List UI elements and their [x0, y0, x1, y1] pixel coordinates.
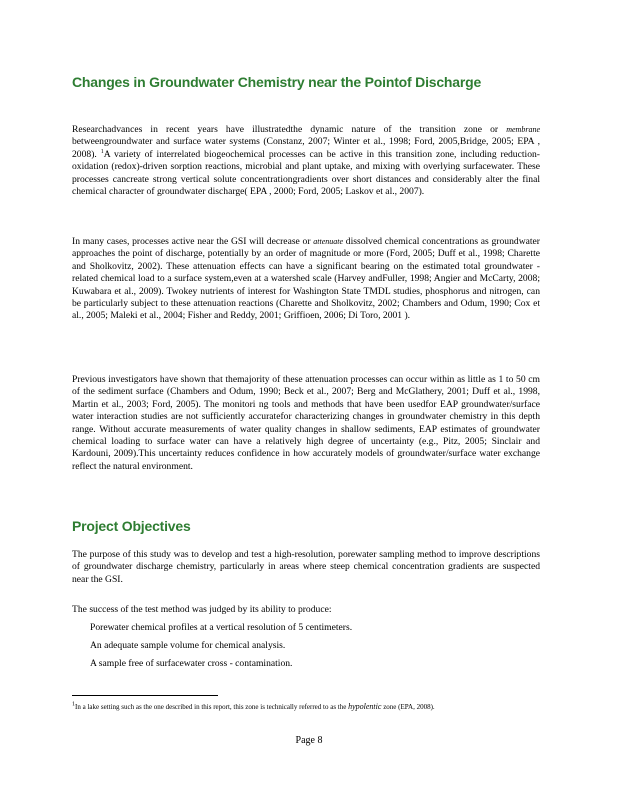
- footnote-marker: 1: [72, 701, 75, 708]
- text-run: Researchadvances in recent years have illustratedthe dynamic nature of the transition zone or: [72, 124, 507, 135]
- footnote-ref[interactable]: 1: [100, 148, 104, 155]
- text-run: dissolved chemical concentrations as groundwater approaches the point of discharge, potentially by an order of magnitude or more (Ford, 2005; Duff et al., 1998; Charette and Sholkovitz, 2002). These attenuation effects can have a significant bearing on the estimated total groundwater -related chemical load to a surface system,even at a watershed scale (Harvey andFuller, 1998; Angier and McCarty, 2008; Kuwabara et al., 2009). Twokey nutrients of interest for Washington State TMDL studies, phosphorus and nitrogen, can be particularly subject to these attenuation reactions (Charette and Sholkovitz, 2002; Chambers and Odum, 1990; Cox et al., 2005; Maleki et al., 2004; Fisher and Reddy, 2001; Griffioen, 2006; Di Toro, 2001 ).: [72, 236, 540, 322]
- italic-term: attenuate: [313, 237, 344, 246]
- text-run: In a lake setting such as the one described in this report, this zone is technically referred to as the: [75, 703, 349, 711]
- list-item-text: A sample free of surfacewater cross - contamination.: [90, 658, 293, 669]
- text-run: zone (EPA, 2008).: [381, 703, 435, 711]
- list-item-text: Porewater chemical profiles at a vertical resolution of 5 centimeters.: [90, 622, 353, 633]
- paragraph-transition-zone: [72, 124, 540, 198]
- italic-term: membrane: [506, 125, 540, 134]
- list-item: [72, 640, 540, 658]
- page-number: Page 8: [295, 735, 323, 746]
- italic-term: hypolentic: [348, 702, 382, 711]
- footnote-divider: [72, 695, 218, 696]
- text-run: betweengroundwater and surface water systems (Constanz, 2007; Winter et al., 1998; Ford, 2005,Bridge, 2005; EPA , 2008).: [72, 136, 540, 160]
- paragraph-purpose: The purpose of this study was to develop and test a high-resolution, porewater sampling method to improve descriptions of groundwater discharge chemistry, particularly in areas where steep chemical concentration gradients are suspected near the GSI.: [72, 549, 540, 585]
- section-heading-project-objectives: Project Objectives: [72, 518, 191, 534]
- paragraph-attenuation: [72, 236, 540, 323]
- text-run: In many cases, processes active near the GSI will decrease or: [72, 236, 314, 247]
- paragraph-success-criteria: The success of the test method was judged by its ability to produce:: [72, 604, 332, 615]
- paragraph-previous-investigators: Previous investigators have shown that themajority of these attenuation processes can occur within as little as 1 to 50 cm of the sediment surface (Chambers and Odum, 1990; Beck et al., 2007; Berg and McGlathery, 2001; Duff et al., 1998, Martin et al., 2003; Ford, 2005). The monitori ng tools and methods that have been usedfor EAP groundwater/surface water interaction studies are not sufficiently accuratefor characterizing changes in groundwater chemistry in this depth range. Without accurate measurements of water quality changes in shallow sediments, EAP estimates of groundwater chemical loading to surface water can have a relatively high degree of uncertainty (e.g., Pitz, 2005; Sinclair and Kardouni, 2009).This uncertainty reduces confidence in how accurately models of groundwater/surface water exchange reflect the natural environment.: [72, 374, 540, 472]
- list-item: [72, 622, 540, 640]
- footnote: [72, 702, 540, 712]
- objectives-list: [72, 622, 540, 676]
- list-item-text: An adequate sample volume for chemical analysis.: [90, 640, 286, 651]
- list-item: [72, 658, 540, 676]
- text-run: A variety of interrelated biogeochemical processes can be active in this transition zone, including reduction-oxidation (redox)-driven sorption reactions, microbial and plant uptake, and mixing with overlying surfacewater. These processes cancreate strong vertical solute concentrationgradients over short distances and considerably alter the final chemical character of groundwater discharge( EPA , 2000; Ford, 2005; Laskov et al., 2007).: [72, 148, 540, 198]
- section-heading-groundwater-chemistry: Changes in Groundwater Chemistry near the Pointof Discharge: [72, 74, 482, 90]
